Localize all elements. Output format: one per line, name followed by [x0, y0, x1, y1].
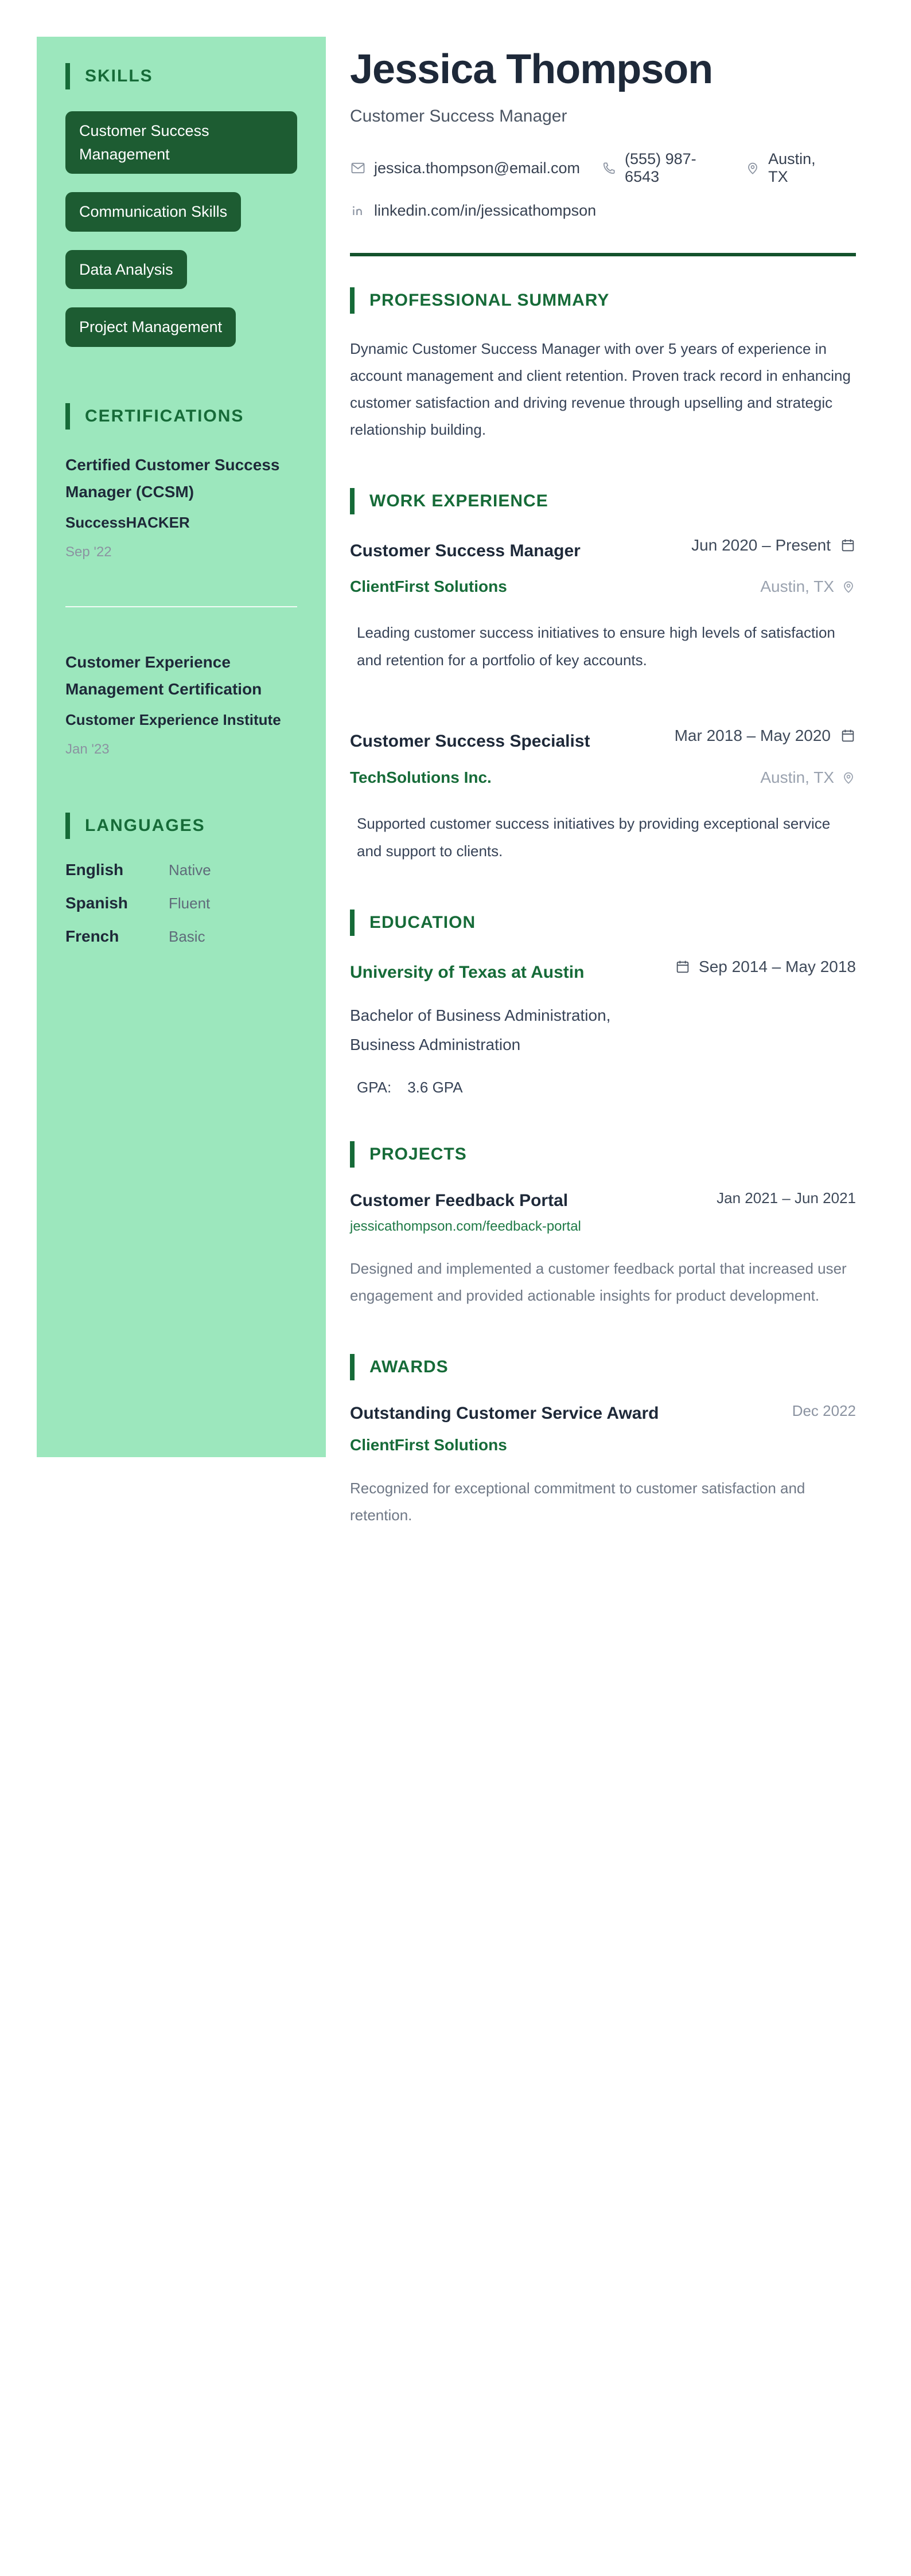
- certification-date: Jan '23: [65, 741, 110, 757]
- project-entry-left: [350, 1189, 581, 1235]
- work-entry: [350, 727, 856, 865]
- project-entry: [350, 1189, 856, 1309]
- language-level: Basic: [169, 927, 205, 945]
- award-description: Recognized for exceptional commitment to customer satisfaction and retention.: [350, 1479, 805, 1524]
- contact-linkedin[interactable]: [350, 202, 596, 220]
- linkedin-row: [350, 202, 856, 220]
- person-name: Jessica Thompson: [350, 46, 713, 92]
- language-row: [65, 894, 297, 912]
- award-name: Outstanding Customer Service Award: [350, 1403, 659, 1423]
- award-entry: [350, 1402, 856, 1529]
- section-professional-summary: [350, 287, 856, 443]
- calendar-icon: [840, 728, 856, 744]
- project-description: Designed and implemented a customer feedback portal that increased user engagement and provided actionable insights for product development.: [350, 1260, 847, 1305]
- job-company: TechSolutions Inc.: [350, 768, 492, 786]
- calendar-icon: [675, 959, 691, 975]
- language-name: French: [65, 927, 119, 945]
- contact-linkedin-text: linkedin.com/in/jessicathompson: [374, 202, 597, 220]
- education-dates-text: Sep 2014 – May 2018: [699, 957, 856, 975]
- education-entry-left: [350, 958, 620, 1096]
- resume-page: [37, 37, 856, 1524]
- certification-issuer: Customer Experience Institute: [65, 711, 281, 728]
- certification-name: Certified Customer Success Manager (CCSM): [65, 455, 280, 501]
- section-projects: [350, 1141, 856, 1309]
- education-entry-right: [675, 958, 856, 1096]
- awards-section-heading: [350, 1354, 856, 1380]
- job-location-text: Austin, TX: [760, 768, 834, 786]
- project-name: Customer Feedback Portal: [350, 1191, 569, 1211]
- projects-section-heading: [350, 1141, 856, 1168]
- job-description: Leading customer success initiatives to ensure high levels of satisfaction and retention for a portfolio of key accounts.: [357, 624, 835, 669]
- award-issuer: ClientFirst Solutions: [350, 1435, 507, 1454]
- job-dates: [675, 727, 856, 745]
- project-dates: Jan 2021 – Jun 2021: [717, 1189, 856, 1207]
- certification-issuer: SuccessHACKER: [65, 513, 190, 531]
- skills-list: [65, 111, 297, 365]
- language-row: [65, 927, 297, 946]
- certification-item: [65, 451, 297, 560]
- work-heading-label: WORK EXPERIENCE: [369, 491, 548, 510]
- project-entry-header: [350, 1189, 856, 1235]
- gpa-row: [350, 1079, 620, 1096]
- education-section-heading: [350, 910, 856, 936]
- language-level: Native: [169, 861, 211, 879]
- section-work-experience: [350, 488, 856, 865]
- work-entry-right: [691, 536, 856, 596]
- heading-accent-bar: [350, 287, 355, 314]
- envelope-icon: [350, 160, 366, 176]
- job-location-text: Austin, TX: [760, 577, 834, 596]
- contact-row: [350, 150, 856, 186]
- job-location: [760, 768, 856, 787]
- job-dates-text: Jun 2020 – Present: [691, 536, 831, 554]
- certifications-heading-label: CERTIFICATIONS: [85, 406, 244, 426]
- main-column: [326, 37, 856, 1524]
- languages-list: [65, 861, 297, 946]
- work-section-heading: [350, 488, 856, 514]
- work-entry-left: [350, 727, 602, 787]
- heading-accent-bar: [65, 403, 70, 430]
- divider: [65, 606, 297, 607]
- skill-pill: Communication Skills: [65, 192, 241, 232]
- calendar-icon: [840, 537, 856, 553]
- awards-heading-label: AWARDS: [369, 1357, 449, 1376]
- location-pin-icon: [745, 161, 760, 175]
- projects-heading-label: PROJECTS: [369, 1145, 467, 1164]
- skills-section-heading: [65, 63, 297, 89]
- job-title: Customer Success Manager: [350, 541, 581, 560]
- education-dates: [675, 958, 856, 976]
- work-entry-header: [350, 727, 856, 787]
- section-education: [350, 910, 856, 1096]
- job-company: ClientFirst Solutions: [350, 577, 507, 596]
- linkedin-icon: [350, 203, 366, 219]
- job-location: [760, 577, 856, 596]
- heading-accent-bar: [350, 910, 355, 936]
- school-name: University of Texas at Austin: [350, 962, 585, 982]
- heading-accent-bar: [65, 813, 70, 839]
- skill-pill: Data Analysis: [65, 250, 187, 290]
- header-divider-rule: [350, 253, 856, 256]
- sidebar: [37, 37, 326, 1457]
- project-link[interactable]: jessicathompson.com/feedback-portal: [350, 1219, 581, 1235]
- contact-phone-text: (555) 987-6543: [625, 150, 696, 186]
- heading-accent-bar: [350, 488, 355, 514]
- work-entry-right: [675, 727, 856, 787]
- job-description: Supported customer success initiatives by providing exceptional service and support to clients.: [357, 814, 831, 860]
- language-name: English: [65, 860, 124, 879]
- award-entry-header: [350, 1402, 856, 1454]
- location-pin-icon: [841, 579, 856, 594]
- gpa-value: 3.6 GPA: [407, 1079, 463, 1096]
- contact-phone[interactable]: [602, 150, 723, 186]
- languages-heading-label: LANGUAGES: [85, 815, 205, 835]
- education-entry-header: [350, 958, 856, 1096]
- certification-item: [65, 649, 297, 758]
- job-title: Customer Success Specialist: [350, 732, 590, 751]
- certification-date: Sep '22: [65, 544, 112, 560]
- heading-accent-bar: [350, 1354, 355, 1380]
- certification-name: Customer Experience Management Certification: [65, 653, 262, 698]
- skill-pill: Project Management: [65, 307, 236, 347]
- contact-location: [745, 150, 834, 186]
- job-dates: [691, 536, 856, 555]
- heading-accent-bar: [65, 63, 70, 89]
- summary-heading-label: PROFESSIONAL SUMMARY: [369, 291, 610, 310]
- award-entry-left: [350, 1402, 659, 1454]
- languages-section-heading: [65, 813, 297, 839]
- job-dates-text: Mar 2018 – May 2020: [674, 727, 831, 745]
- contact-email-text: jessica.thompson@email.com: [374, 159, 581, 177]
- skill-pill: Customer Success Management: [65, 111, 297, 174]
- contact-email[interactable]: [350, 159, 580, 177]
- gpa-label: GPA:: [357, 1079, 392, 1096]
- degree-text: Bachelor of Business Administration, Business Administration: [350, 1006, 611, 1053]
- summary-section-heading: [350, 287, 856, 314]
- skills-heading-label: SKILLS: [85, 67, 153, 85]
- language-name: Spanish: [65, 893, 128, 912]
- language-level: Fluent: [169, 894, 211, 912]
- award-date: Dec 2022: [792, 1402, 856, 1419]
- language-row: [65, 861, 297, 879]
- section-awards: [350, 1354, 856, 1529]
- work-entry: [350, 536, 856, 674]
- education-entry: [350, 958, 856, 1096]
- certifications-list: [65, 451, 297, 758]
- work-entry-header: [350, 536, 856, 596]
- summary-text: Dynamic Customer Success Manager with over 5 years of experience in account management and client retention. Proven track record in enhancing customer satisfaction and driving revenue through upselling and strategic relationship building.: [350, 340, 851, 438]
- heading-accent-bar: [350, 1141, 355, 1168]
- person-job-title: Customer Success Manager: [350, 107, 567, 126]
- location-pin-icon: [841, 770, 856, 785]
- contact-location-text: Austin, TX: [768, 150, 816, 186]
- certifications-section-heading: [65, 403, 297, 430]
- work-entry-left: [350, 536, 602, 596]
- phone-icon: [602, 161, 617, 175]
- education-heading-label: EDUCATION: [369, 912, 476, 932]
